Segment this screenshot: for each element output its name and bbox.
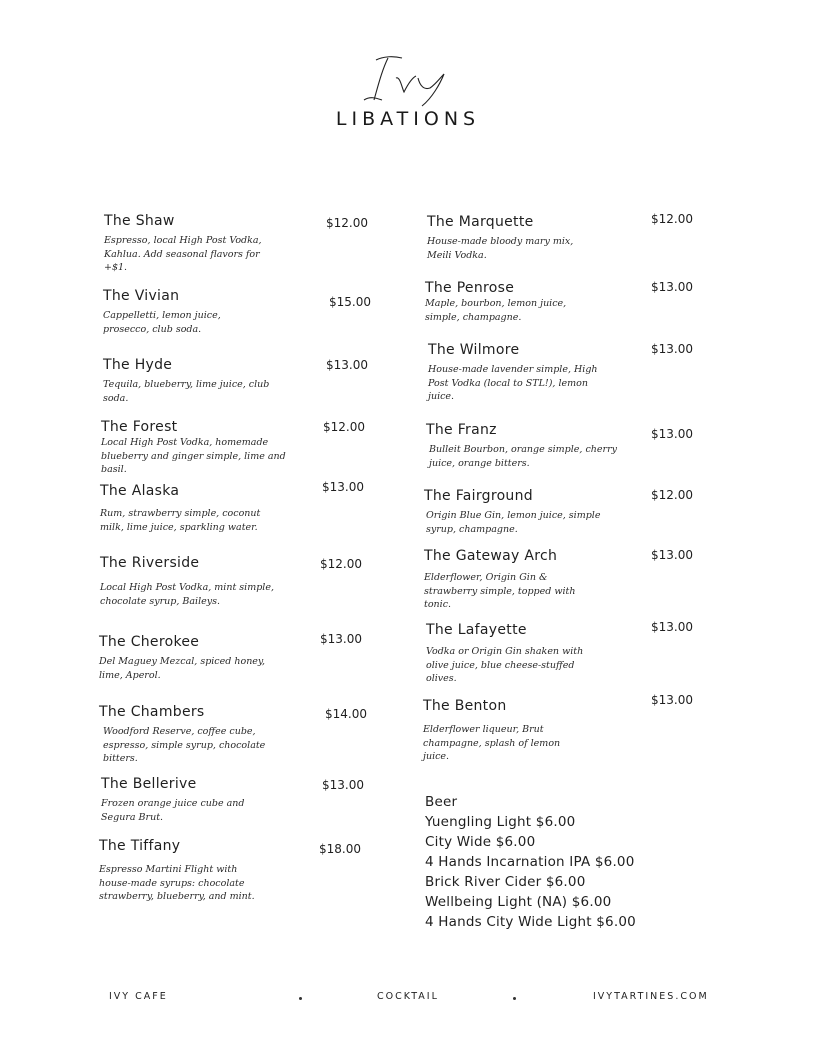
item-description: Elderflower liqueur, Brut champagne, splash of lemon juice. <box>423 724 561 762</box>
beer-heading: Beer <box>425 794 458 810</box>
item-name: The Alaska <box>100 483 180 499</box>
menu-item <box>426 621 616 686</box>
item-price: $12.00 <box>651 488 693 502</box>
item-name: The Shaw <box>104 213 175 229</box>
item-price: $15.00 <box>329 295 371 309</box>
item-description: Origin Blue Gin, lemon juice, simple syrup, champagne. <box>426 510 601 535</box>
item-name: The Hyde <box>103 357 173 373</box>
item-price: $13.00 <box>322 778 364 792</box>
item-price: $13.00 <box>651 427 693 441</box>
item-name: The Vivian <box>103 288 180 304</box>
item-name: The Gateway Arch <box>424 548 558 564</box>
item-description: Del Maguey Mezcal, spiced honey, lime, Aperol. <box>99 656 266 681</box>
item-price: $13.00 <box>320 632 362 646</box>
item-description: Maple, bourbon, lemon juice, simple, champagne. <box>425 298 567 323</box>
item-name: The Franz <box>426 422 497 438</box>
footer-website-link[interactable]: IVYTARTINES.COM <box>593 991 709 1002</box>
beer-section <box>425 792 636 932</box>
item-description: Bulleit Bourbon, orange simple, cherry juice, orange bitters. <box>429 444 617 469</box>
item-name: The Wilmore <box>428 342 520 358</box>
beer-item: 4 Hands City Wide Light $6.00 <box>425 914 636 930</box>
item-description: Elderflower, Origin Gin & strawberry simple, topped with tonic. <box>424 572 576 610</box>
menu-item <box>100 554 280 608</box>
menu-item <box>423 697 613 764</box>
item-name: The Bellerive <box>101 776 197 792</box>
beer-item: 4 Hands Incarnation IPA $6.00 <box>425 854 635 870</box>
menu-item <box>103 356 278 405</box>
item-description: Local High Post Vodka, mint simple, chocolate syrup, Baileys. <box>100 582 274 607</box>
item-description: Rum, strawberry simple, coconut milk, lime juice, sparkling water. <box>100 508 261 533</box>
item-price: $13.00 <box>651 693 693 707</box>
menu-item <box>101 775 271 824</box>
menu-item <box>99 703 274 766</box>
item-price: $12.00 <box>320 557 362 571</box>
menu-item <box>424 487 614 536</box>
item-name: The Chambers <box>99 704 205 720</box>
item-name: The Penrose <box>425 280 515 296</box>
page-subtitle: LIBATIONS <box>335 108 481 130</box>
item-price: $13.00 <box>322 480 364 494</box>
item-description: House-made bloody mary mix, Meili Vodka. <box>427 236 574 261</box>
menu-item <box>104 212 274 275</box>
menu-item <box>425 279 605 324</box>
item-description: Espresso, local High Post Vodka, Kahlua. Add seasonal flavors for +$1. <box>104 235 262 273</box>
item-price: $13.00 <box>651 620 693 634</box>
item-description: Espresso Martini Flight with house-made syrups: chocolate strawberry, blueberry, and mint. <box>99 864 255 902</box>
item-price: $13.00 <box>651 548 693 562</box>
ivy-script-logo <box>360 48 460 108</box>
item-price: $12.00 <box>323 420 365 434</box>
menu-item <box>428 341 618 404</box>
item-description: Woodford Reserve, coffee cube, espresso, simple syrup, chocolate bitters. <box>103 726 266 764</box>
item-description: Cappelletti, lemon juice, prosecco, club soda. <box>103 310 221 335</box>
item-description: Frozen orange juice cube and Segura Brut. <box>101 798 245 823</box>
item-name: The Cherokee <box>99 634 200 650</box>
item-description: Tequila, blueberry, lime juice, club soda. <box>103 379 270 404</box>
item-name: The Forest <box>101 419 178 435</box>
item-price: $14.00 <box>325 707 367 721</box>
item-name: The Fairground <box>424 488 533 504</box>
menu-item <box>424 547 614 612</box>
beer-item: Wellbeing Light (NA) $6.00 <box>425 894 612 910</box>
footer-dot-icon <box>299 997 302 1000</box>
beer-item: City Wide $6.00 <box>425 834 536 850</box>
item-description: Vodka or Origin Gin shaken with olive juice, blue cheese-stuffed olives. <box>426 646 584 684</box>
item-name: The Riverside <box>100 555 200 571</box>
item-price: $13.00 <box>326 358 368 372</box>
beer-item: Yuengling Light $6.00 <box>425 814 576 830</box>
beer-item: Brick River Cider $6.00 <box>425 874 586 890</box>
menu-item <box>99 837 279 904</box>
item-price: $13.00 <box>651 342 693 356</box>
menu-item <box>99 633 274 682</box>
item-name: The Benton <box>423 698 507 714</box>
footer-dot-icon <box>513 997 516 1000</box>
menu-item <box>427 213 607 262</box>
item-price: $12.00 <box>651 212 693 226</box>
item-description: House-made lavender simple, High Post Vodka (local to STL!), lemon juice. <box>428 364 598 402</box>
footer-center: COCKTAIL <box>377 991 439 1002</box>
footer-left: IVY CAFE <box>109 991 168 1002</box>
menu-item <box>100 482 270 534</box>
menu-item <box>101 418 291 477</box>
item-name: The Tiffany <box>99 838 181 854</box>
item-price: $13.00 <box>651 280 693 294</box>
item-name: The Lafayette <box>426 622 527 638</box>
item-name: The Marquette <box>427 214 534 230</box>
menu-item <box>426 421 626 470</box>
menu-item <box>103 287 273 336</box>
item-description: Local High Post Vodka, homemade blueberry and ginger simple, lime and basil. <box>101 437 286 475</box>
item-price: $12.00 <box>326 216 368 230</box>
item-price: $18.00 <box>319 842 361 856</box>
